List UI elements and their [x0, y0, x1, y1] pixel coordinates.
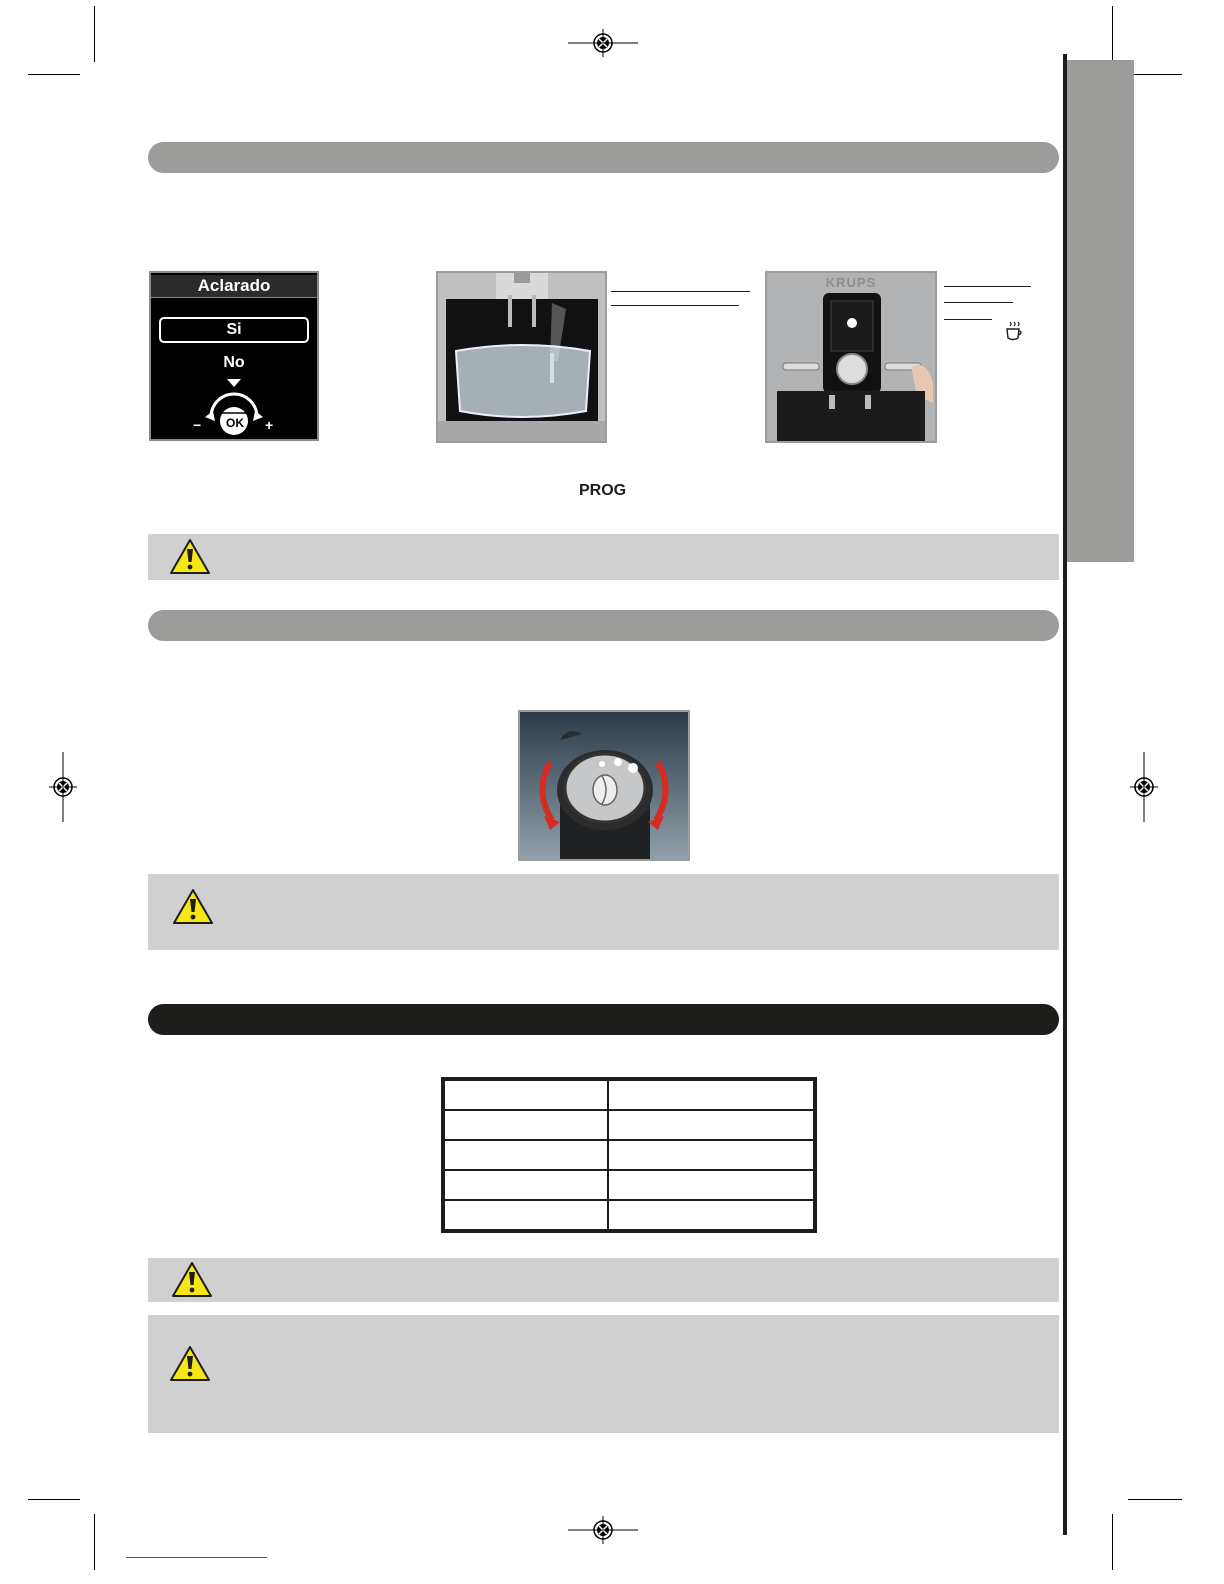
ok-dial-plus: + — [265, 417, 274, 433]
callout-line-2 — [611, 305, 739, 306]
prog-label: PROG — [579, 482, 627, 499]
section-header-bar-1 — [148, 142, 1059, 173]
crop-mark-bottom-right-h — [1128, 1499, 1182, 1500]
registration-mark-top-line-icon — [568, 42, 638, 44]
grind-dial-illustration — [520, 712, 688, 859]
rinse-screen-option-no[interactable]: No — [223, 354, 245, 371]
table-cell — [443, 1140, 608, 1170]
registration-mark-left-line-icon — [62, 752, 64, 822]
registration-mark-bottom-line-icon — [568, 1529, 638, 1531]
grind-dial-figure — [518, 710, 690, 861]
ok-dial-label: OK — [226, 416, 244, 430]
callout-line-5 — [944, 319, 992, 320]
warning-note-1 — [148, 534, 1059, 580]
crop-mark-top-right-v — [1112, 6, 1113, 62]
ok-dial-minus: − — [193, 417, 202, 433]
warning-note-4 — [148, 1315, 1059, 1433]
warning-note-2 — [148, 874, 1059, 950]
steam-cup-icon — [1004, 320, 1024, 342]
crop-mark-top-right-h — [1128, 74, 1182, 75]
callout-line-3 — [944, 286, 1031, 287]
crop-mark-top-left-h — [28, 74, 80, 75]
crop-mark-top-left-v — [94, 6, 95, 62]
rinse-screen-title: Aclarado — [151, 275, 317, 298]
footer-link-underline — [126, 1557, 267, 1558]
warning-note-3 — [148, 1258, 1059, 1302]
callout-line-1 — [611, 291, 750, 292]
machine-panel-illustration — [767, 273, 935, 441]
registration-mark-right-line-icon — [1143, 752, 1145, 822]
table-cell — [443, 1200, 608, 1231]
rinse-screen-option-yes[interactable]: Si — [159, 317, 309, 343]
callout-line-4 — [944, 302, 1013, 303]
table-cell — [443, 1079, 608, 1110]
warning-icon — [169, 1345, 211, 1383]
crop-mark-bottom-left-v — [94, 1514, 95, 1570]
specification-table — [441, 1077, 817, 1233]
table-row — [443, 1170, 815, 1200]
table-row — [443, 1110, 815, 1140]
table-cell — [608, 1200, 815, 1231]
side-vertical-rule — [1063, 54, 1067, 1535]
side-language-tab — [1066, 60, 1134, 562]
rinse-screen-figure — [149, 271, 319, 441]
steam-nozzle-illustration — [438, 273, 605, 441]
table-row — [443, 1079, 815, 1110]
crop-mark-bottom-left-h — [28, 1499, 80, 1500]
machine-brand-logo: KRUPS — [825, 275, 877, 290]
table-cell — [443, 1170, 608, 1200]
section-header-bar-2 — [148, 610, 1059, 641]
table-row — [443, 1140, 815, 1170]
crop-mark-bottom-right-v — [1112, 1514, 1113, 1570]
warning-icon — [169, 538, 211, 576]
warning-icon — [171, 1261, 213, 1299]
table-cell — [608, 1170, 815, 1200]
table-cell — [608, 1110, 815, 1140]
machine-panel-figure — [765, 271, 937, 443]
section-header-bar-3 — [148, 1004, 1059, 1035]
table-cell — [443, 1110, 608, 1140]
table-cell — [608, 1079, 815, 1110]
warning-icon — [172, 888, 214, 926]
table-row — [443, 1200, 815, 1231]
table-cell — [608, 1140, 815, 1170]
steam-nozzle-figure — [436, 271, 607, 443]
